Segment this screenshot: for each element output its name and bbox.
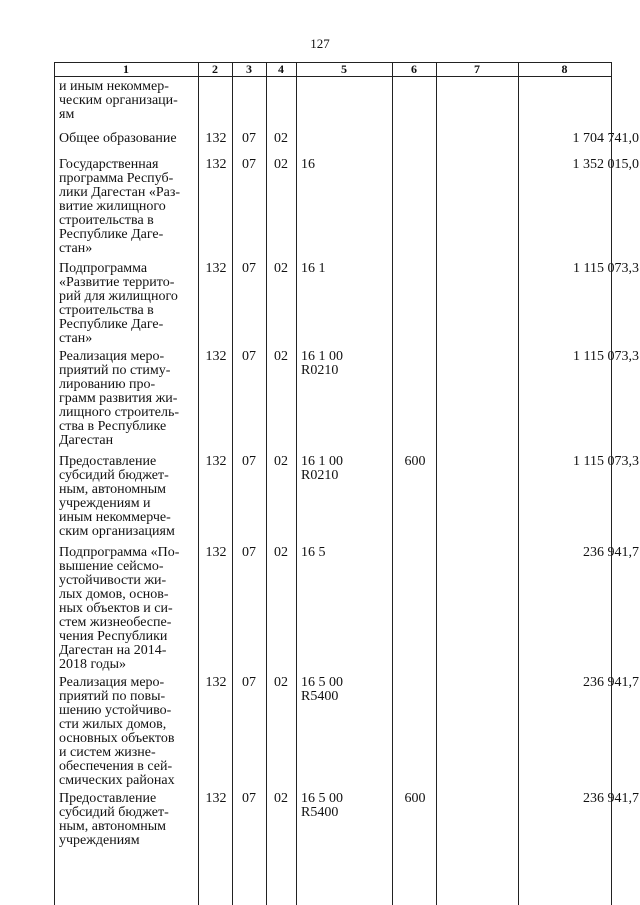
cell-col-3: 07 — [242, 261, 256, 276]
cell-col-2: 132 — [205, 791, 227, 806]
cell-col-8: 236 941,7 — [583, 791, 639, 806]
cell-col-6: 600 — [404, 454, 426, 469]
row-name: Подпрограмма «По- вышение сейсмо- устойчивости жи- лых домов, основ- ных объектов и си- стем жизнеобеспе- чения Республики Дагестан на 2014- 2018 годы» — [59, 545, 180, 672]
column-border — [392, 62, 393, 905]
cell-col-2: 132 — [205, 131, 227, 146]
cell-col-8: 1 704 741,0 — [572, 131, 639, 146]
cell-col-5: 16 — [301, 157, 315, 172]
cell-col-8: 1 115 073,3 — [573, 261, 639, 276]
cell-col-3: 07 — [242, 675, 256, 690]
cell-col-2: 132 — [205, 157, 227, 172]
row-name: Предоставление субсидий бюджет- ным, автономным учреждениям — [59, 791, 169, 848]
cell-col-2: 132 — [205, 675, 227, 690]
cell-col-6: 600 — [404, 791, 426, 806]
cell-col-4: 02 — [274, 545, 288, 560]
row-name: и иным некоммер- ческим организаци- ям — [59, 79, 178, 122]
column-border — [266, 62, 267, 905]
cell-col-8: 1 115 073,3 — [573, 349, 639, 364]
page-number: 127 — [310, 36, 330, 51]
header-col-3: 3 — [246, 62, 252, 76]
cell-col-2: 132 — [205, 261, 227, 276]
cell-col-8: 236 941,7 — [583, 545, 639, 560]
row-name: Подпрограмма «Развитие террито- рий для жилищного строительства в Республике Даге- стан» — [59, 261, 178, 346]
cell-col-5: 16 5 00 R5400 — [301, 791, 343, 820]
column-border — [296, 62, 297, 905]
header-bottom-border — [54, 76, 612, 77]
cell-col-4: 02 — [274, 349, 288, 364]
row-name: Предоставление субсидий бюджет- ным, автономным учреждениям и иным некоммерче- ским организациям — [59, 454, 175, 539]
row-name: Общее образование — [59, 131, 177, 146]
cell-col-3: 07 — [242, 791, 256, 806]
cell-col-3: 07 — [242, 157, 256, 172]
cell-col-5: 16 1 — [301, 261, 326, 276]
cell-col-8: 236 941,7 — [583, 675, 639, 690]
cell-col-2: 132 — [205, 349, 227, 364]
header-col-4: 4 — [278, 62, 284, 76]
header-col-5: 5 — [341, 62, 347, 76]
cell-col-3: 07 — [242, 545, 256, 560]
cell-col-8: 1 352 015,0 — [572, 157, 639, 172]
row-name: Реализация меро- приятий по стиму- лированию про- грамм развития жи- лищного строитель- ства в Республике Дагестан — [59, 349, 180, 448]
row-name: Государственная программа Респуб- лики Дагестан «Раз- витие жилищного строительства в Республике Даге- стан» — [59, 157, 181, 256]
cell-col-8: 1 115 073,3 — [573, 454, 639, 469]
cell-col-4: 02 — [274, 131, 288, 146]
header-col-7: 7 — [474, 62, 480, 76]
header-col-6: 6 — [411, 62, 417, 76]
cell-col-2: 132 — [205, 454, 227, 469]
header-col-8: 8 — [561, 62, 568, 76]
cell-col-2: 132 — [205, 545, 227, 560]
cell-col-5: 16 1 00 R0210 — [301, 454, 343, 483]
column-border — [518, 62, 519, 905]
cell-col-4: 02 — [274, 791, 288, 806]
column-border — [232, 62, 233, 905]
cell-col-5: 16 5 00 R5400 — [301, 675, 343, 704]
column-border — [436, 62, 437, 905]
cell-col-3: 07 — [242, 349, 256, 364]
cell-col-4: 02 — [274, 157, 288, 172]
header-col-1: 1 — [123, 62, 129, 76]
column-border — [54, 62, 55, 905]
header-col-2: 2 — [212, 62, 218, 76]
row-name: Реализация меро- приятий по повы- шению устойчиво- сти жилых домов, основных объектов и систем жизне- обеспечения в сей- смических районах — [59, 675, 175, 788]
cell-col-4: 02 — [274, 261, 288, 276]
cell-col-5: 16 1 00 R0210 — [301, 349, 343, 378]
column-border — [611, 62, 612, 905]
cell-col-5: 16 5 — [301, 545, 326, 560]
cell-col-3: 07 — [242, 454, 256, 469]
cell-col-3: 07 — [242, 131, 256, 146]
cell-col-4: 02 — [274, 454, 288, 469]
cell-col-4: 02 — [274, 675, 288, 690]
